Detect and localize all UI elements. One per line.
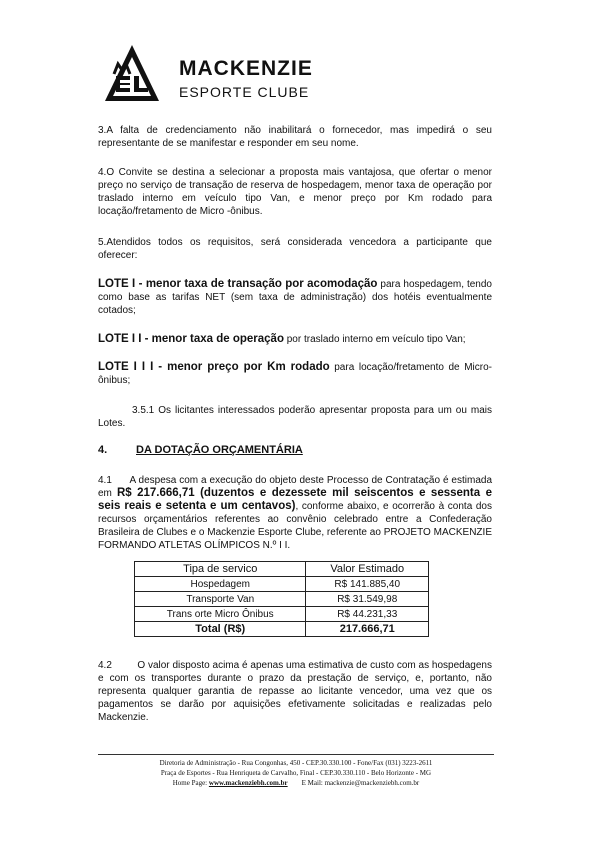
homepage-link[interactable]: www.mackenziebh.com.br [208, 779, 288, 787]
paragraph-4-1-lead: A despesa com a execução do objeto deste Processo de Contratação é estimada em [98, 475, 493, 499]
section-4-number: 4. [98, 444, 108, 456]
footer-contact [98, 779, 494, 787]
paragraph-3: 3.A falta de credenciamento não inabilitará o fornecedor, mas impedirá o seu representante de se manifestar e responder em seu nome. [98, 125, 492, 149]
footer-email[interactable]: E Mail: mackenzie@mackenziebh.com.br [301, 779, 420, 787]
total-label: Total (R$) [135, 622, 306, 637]
paragraph-4-1-number: 4.1 [98, 475, 112, 486]
table-row [135, 607, 429, 622]
budget-table [134, 561, 429, 637]
table-header: Tipa de servico [135, 562, 306, 577]
footer-address-2: Praça de Esportes - Rua Henriqueta de Carvalho, Final - CEP.30.330.110 - Belo Horizonte - MG [160, 769, 432, 777]
paragraph-3-5-1: 3.5.1 Os licitantes interessados poderão apresentar proposta para um ou mais Lotes. [98, 405, 492, 429]
footer-address-1: Diretoria de Administração - Rua Congonhas, 450 - CEP.30.330.100 - Fone/Fax (031) 3223-2611 [159, 759, 433, 767]
lote-1 [98, 278, 492, 317]
table-header: Valor Estimado [306, 562, 429, 577]
paragraph-4-2 [98, 659, 492, 724]
brand-title: MACKENZIE [179, 57, 313, 80]
total-value: 217.666,71 [306, 622, 429, 637]
paragraph-4-1-amount: R$ 217.666,71 (duzentos e dezessete mil seiscentos e sessenta e seis reais e setenta e um centavos) [98, 487, 493, 512]
lote-1-text: para hospedagem, tendo como base as tarifas NET (sem taxa de administração) dos hotéis eventualmente cotados; [98, 279, 492, 316]
brand-subtitle: ESPORTE CLUBE [179, 84, 310, 100]
footer-homepage-label: Home Page: [172, 779, 209, 787]
section-4-title: DA DOTAÇÃO ORÇAMENTÁRIA [136, 444, 303, 456]
table-header-row [135, 562, 429, 577]
table-row [135, 592, 429, 607]
lote-3-text: para locação/fretamento de Micro- ônibus; [98, 362, 492, 386]
paragraph-4-1-tail: , conforme abaixo, e ocorrerão à conta dos recursos orçamentários referentes ao convênio celebrado entre a Confederação Brasileira de Clubes e o Mackenzie Esporte Clube, referente ao PROJETO MACKENZIE FORMANDO ATLETAS OLÍMPICOS N.º I I. [98, 501, 492, 551]
paragraph-4: 4.O Convite se destina a selecionar a proposta mais vantajosa, que ofertar o menor preço no serviço de transação de reserva de hospedagem, menor taxa de operação por traslado interno em veículo tipo Van, e menor preço por Km rodado para locação/fretamento de Micro -ônibus. [98, 167, 492, 217]
table-cell: Trans orte Micro Ônibus [135, 607, 306, 622]
table-total-row [135, 622, 429, 637]
lote-3-title: LOTE I I I - menor preço por Km rodado [98, 361, 330, 373]
table-cell: R$ 141.885,40 [306, 577, 429, 592]
table-cell: Transporte Van [135, 592, 306, 607]
paragraph-4-1 [98, 474, 492, 552]
lote-2-text: por traslado interno em veículo tipo Van; [283, 334, 466, 345]
table-cell: R$ 44.231,33 [306, 607, 429, 622]
lote-1-title: LOTE I - menor taxa de transação por acomodação [98, 278, 378, 290]
lote-3 [98, 361, 492, 387]
mackenzie-logo [104, 44, 160, 102]
table-cell: Hospedagem [135, 577, 306, 592]
paragraph-4-2-text: O valor disposto acima é apenas uma estimativa de custo com as hospedagens e com os transportes durante o prazo da prestação de serviço, e, portanto, não representa qualquer garantia de repasse ao licitante vencedor, uma vez que os pagamentos se darão por aquisições efetivamente solicitadas e realizadas pelo Mackenzie. [98, 660, 492, 723]
paragraph-5: 5.Atendidos todos os requisitos, será considerada vencedora a participante que oferecer: [98, 237, 492, 261]
lote-2 [98, 333, 492, 346]
table-row [135, 577, 429, 592]
lote-2-title: LOTE I I - menor taxa de operação [98, 333, 284, 345]
paragraph-4-2-number: 4.2 [98, 660, 112, 671]
table-cell: R$ 31.549,98 [306, 592, 429, 607]
footer-divider [98, 754, 494, 755]
